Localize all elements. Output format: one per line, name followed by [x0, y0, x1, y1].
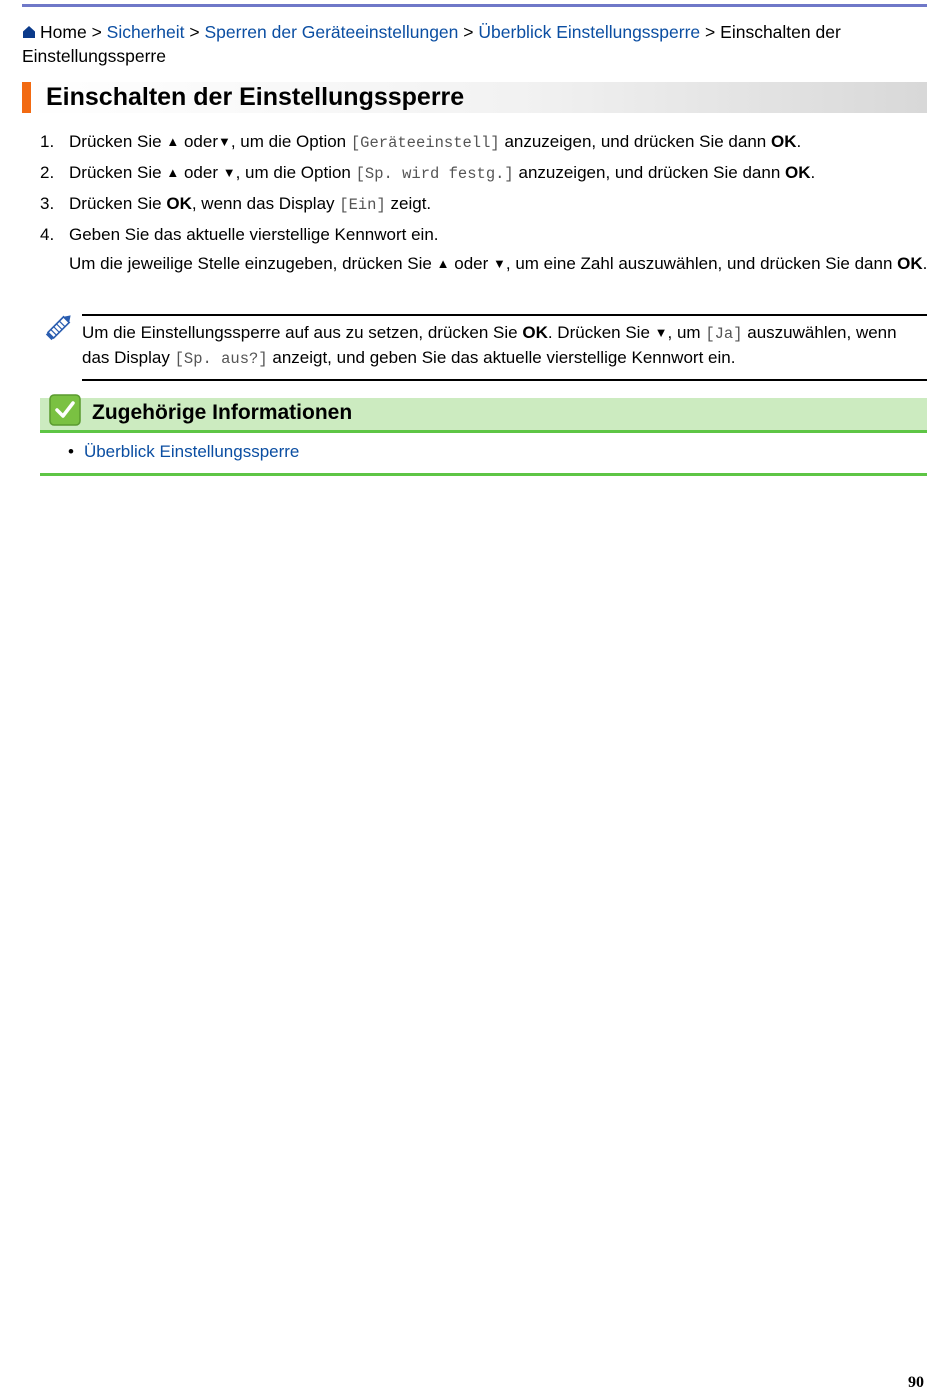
note-text: , um [667, 323, 701, 342]
step-text: anzuzeigen, und drücken Sie dann [518, 163, 781, 182]
step-number: 4. [40, 225, 55, 244]
related-info-divider [40, 430, 927, 433]
step-text: Drücken Sie [69, 163, 162, 182]
breadcrumb-separator: > [189, 22, 200, 42]
step-number: 2. [40, 163, 55, 182]
up-arrow-icon: ▲ [436, 256, 450, 271]
note-box [82, 314, 927, 381]
step-4-detail [69, 253, 930, 276]
down-arrow-icon: ▼ [654, 325, 668, 340]
list-bullet: • [68, 442, 74, 461]
related-info-title: Zugehörige Informationen [92, 401, 353, 424]
step-text: oder [183, 163, 218, 182]
step-text: . [810, 163, 816, 182]
breadcrumb-separator: > [463, 22, 474, 42]
display-option-code: [Sp. wird festg.] [355, 165, 514, 183]
step-text: , um die Option [230, 132, 347, 151]
ok-key: OK [785, 163, 811, 182]
step-text: oder [183, 132, 218, 151]
ok-key: OK [166, 194, 192, 213]
ok-key: OK [897, 254, 923, 273]
step-text: Um die jeweilige Stelle einzugeben, drücken Sie [69, 254, 432, 273]
ok-key: OK [522, 323, 548, 342]
related-info-bottom-divider [40, 473, 927, 476]
step-text: Drücken Sie [69, 194, 162, 213]
display-option-code: [Sp. aus?] [174, 350, 268, 368]
step-text: , um die Option [235, 163, 351, 182]
breadcrumb-home[interactable]: Home [40, 22, 87, 42]
breadcrumb-link-sperren[interactable]: Sperren der Geräteeinstellungen [204, 22, 459, 42]
home-icon[interactable] [22, 22, 36, 45]
step-number: 1. [40, 132, 55, 151]
step-text: , um eine Zahl auszuwählen, und drücken Sie dann [505, 254, 893, 273]
display-option-code: [Ja] [705, 325, 743, 343]
note-text: anzeigt, und geben Sie das aktuelle vierstellige Kennwort ein. [272, 348, 736, 367]
steps-list [40, 131, 930, 284]
step-text: , wenn das Display [191, 194, 335, 213]
breadcrumb-current: Einschalten der Einstellungssperre [22, 22, 841, 66]
step-4 [40, 224, 930, 276]
related-info-list [68, 441, 299, 463]
step-text: oder [454, 254, 489, 273]
step-text: zeigt. [390, 194, 432, 213]
step-2 [40, 162, 930, 185]
pencil-note-icon [43, 309, 77, 348]
breadcrumb-separator: > [91, 22, 102, 42]
ok-key: OK [770, 132, 797, 151]
note-text: Um die Einstellungssperre auf aus zu setzen, drücken Sie [82, 323, 518, 342]
step-text: . [922, 254, 928, 273]
breadcrumb-link-sicherheit[interactable]: Sicherheit [106, 22, 185, 42]
note-text: . Drücken Sie [547, 323, 650, 342]
breadcrumb-separator: > [705, 22, 716, 42]
step-3 [40, 193, 930, 216]
down-arrow-icon: ▼ [222, 165, 236, 180]
page-title: Einschalten der Einstellungssperre [46, 83, 465, 111]
display-option-code: [Ein] [339, 196, 386, 214]
step-text: Geben Sie das aktuelle vierstellige Kennwort ein. [69, 225, 439, 244]
checkmark-icon [49, 394, 81, 431]
page-number: 90 [908, 1374, 924, 1391]
display-option-code: [Geräteeinstell] [350, 134, 500, 152]
top-rule [22, 4, 927, 7]
down-arrow-icon: ▼ [217, 134, 231, 149]
breadcrumb [22, 21, 922, 68]
step-1 [40, 131, 930, 154]
breadcrumb-link-ueberblick[interactable]: Überblick Einstellungssperre [478, 22, 701, 42]
down-arrow-icon: ▼ [493, 256, 506, 271]
note-text: auszuwählen, wenn das Display [82, 323, 897, 367]
up-arrow-icon: ▲ [166, 165, 180, 180]
step-text: anzuzeigen, und drücken Sie dann [504, 132, 767, 151]
step-text: . [796, 132, 802, 151]
step-number: 3. [40, 194, 55, 213]
step-text: Drücken Sie [69, 132, 162, 151]
title-accent-bar [22, 82, 31, 113]
up-arrow-icon: ▲ [166, 134, 180, 149]
related-link-ueberblick[interactable]: Überblick Einstellungssperre [83, 442, 300, 461]
page-title-bar [22, 82, 927, 113]
